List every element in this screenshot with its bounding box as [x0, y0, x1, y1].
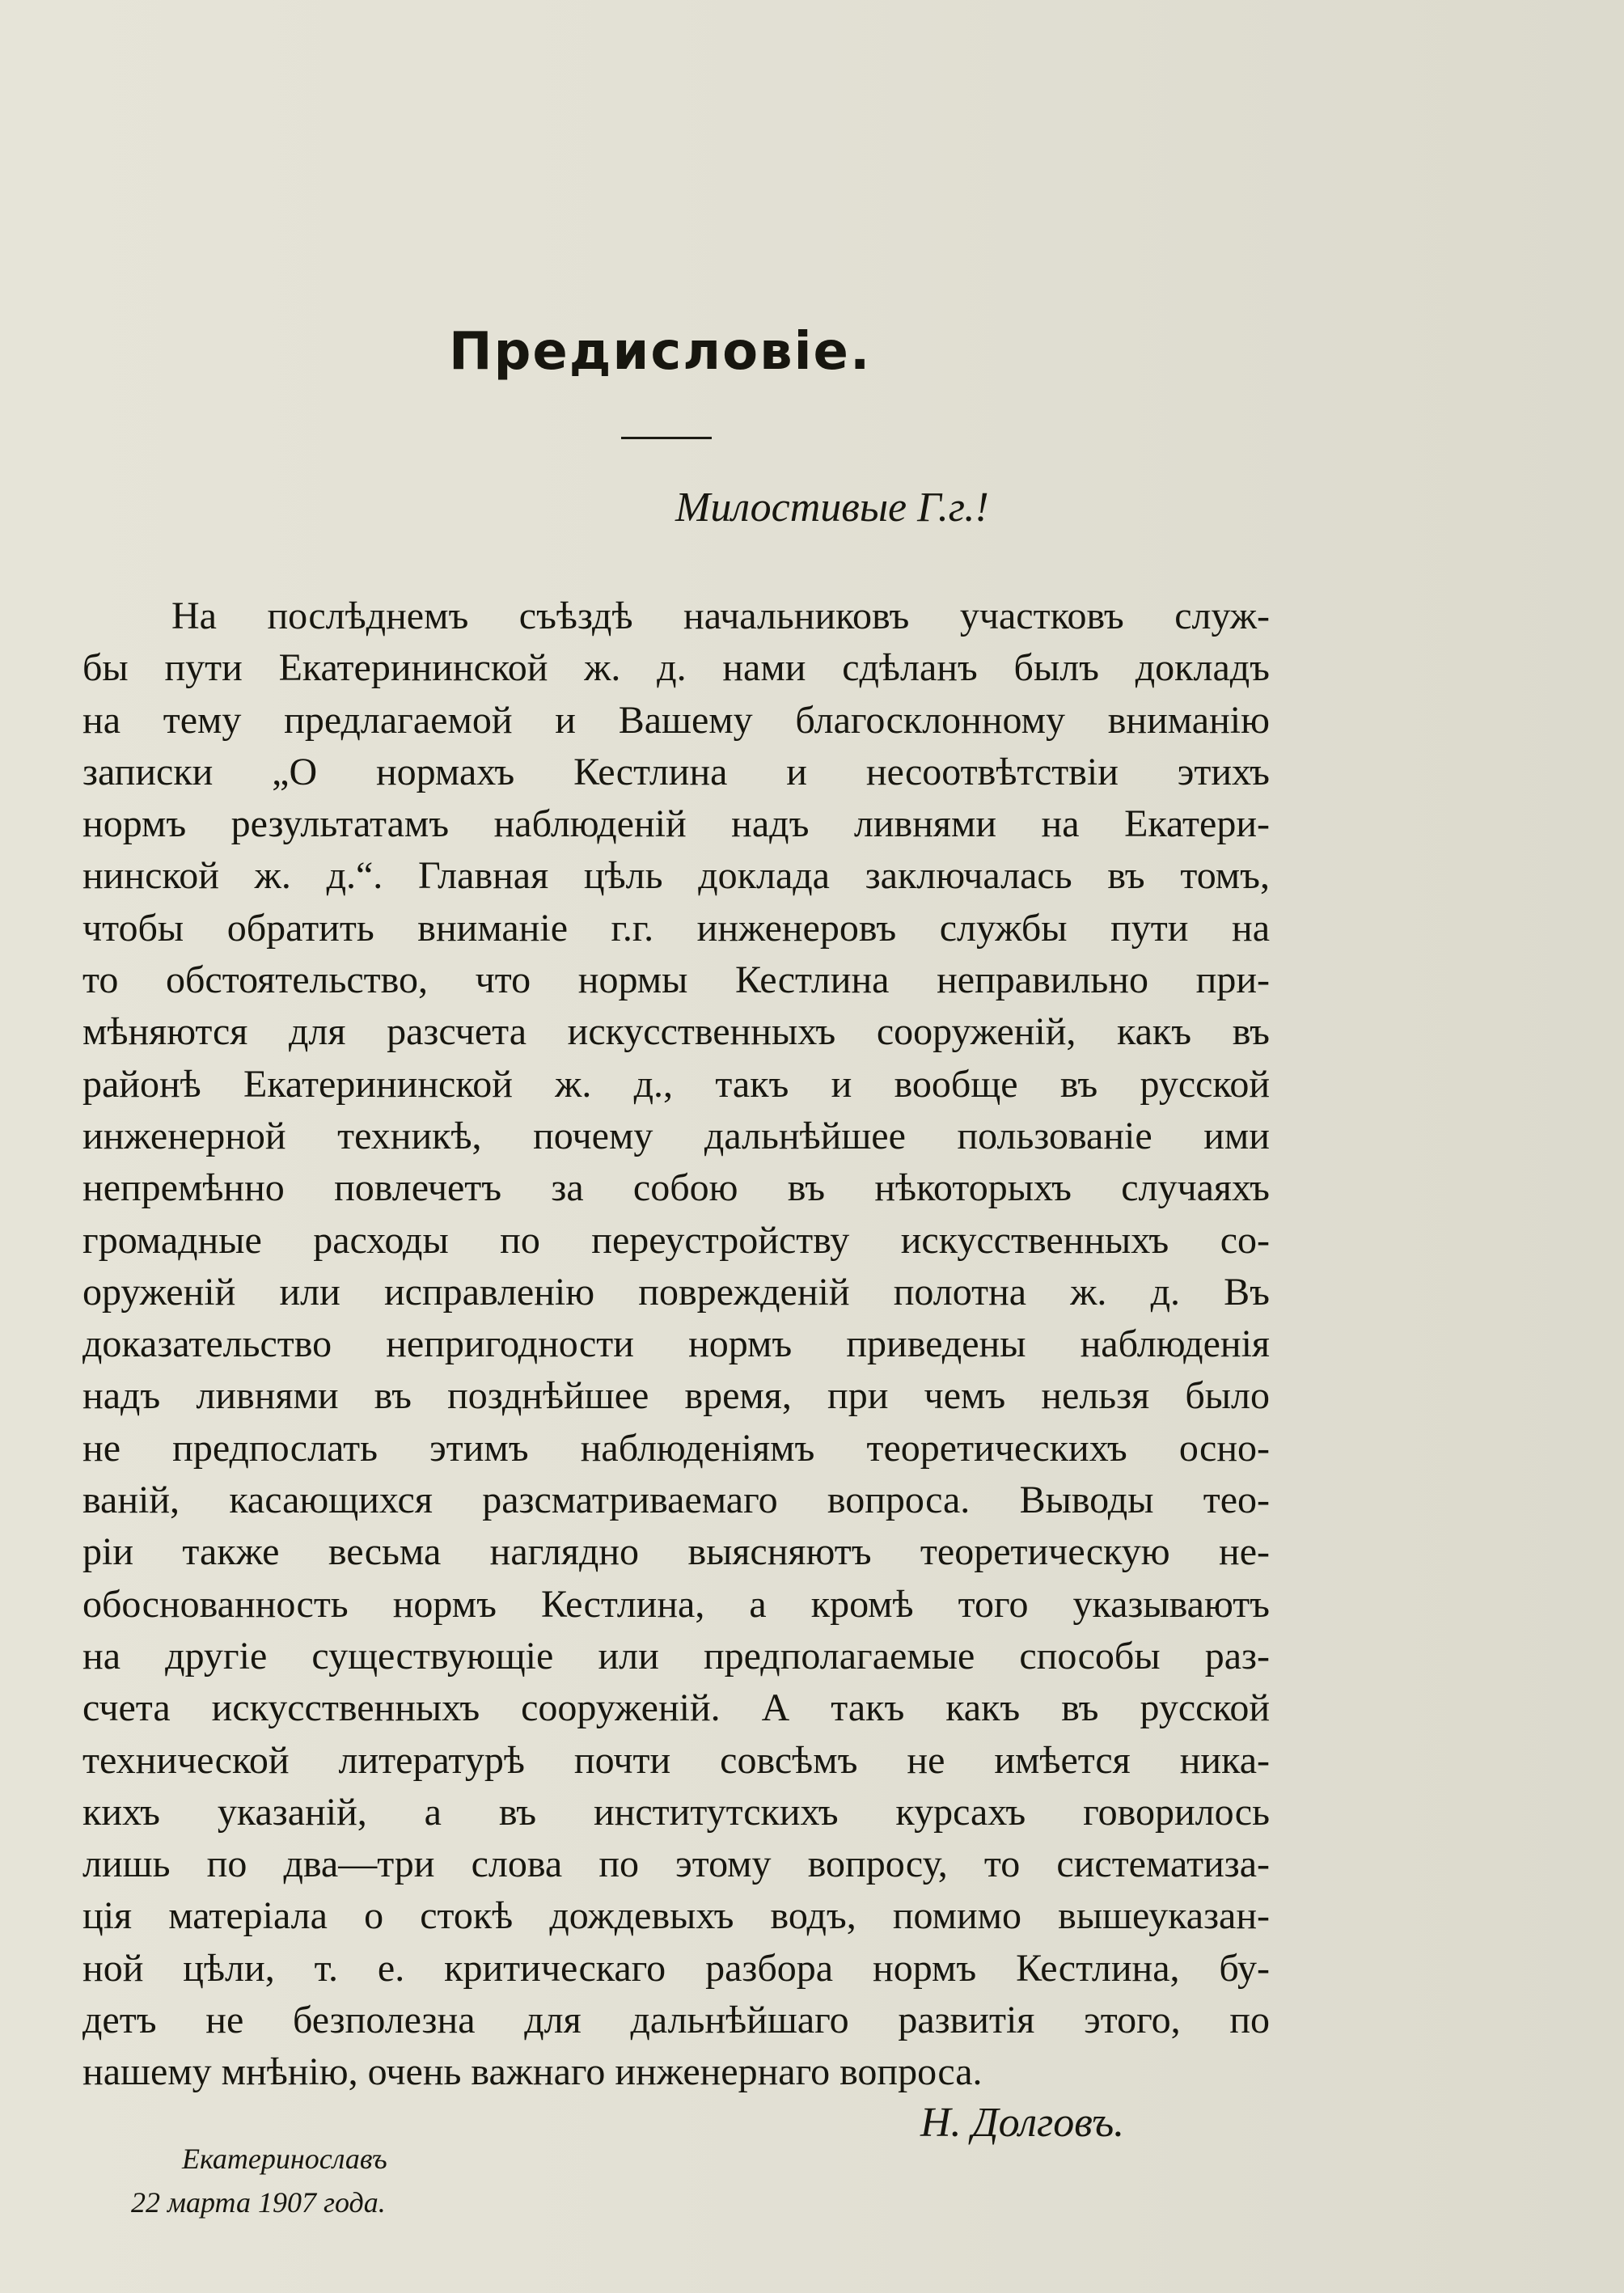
body-line: надъ ливнями въ позднѣйшее время, при чемъ нельзя было — [82, 1374, 1270, 1418]
body-line: на другіе существующіе или предполагаемые способы раз- — [82, 1634, 1270, 1677]
body-line: На послѣднемъ съѣздѣ начальниковъ участковъ служ- — [171, 594, 1270, 637]
body-line: не предпослать этимъ наблюденіямъ теоретическихъ осно- — [82, 1426, 1270, 1470]
body-line: обоснованность нормъ Кестлина, а кромѣ того указываютъ — [82, 1582, 1270, 1626]
body-line: лишь по два—три слова по этому вопросу, то систематиза- — [82, 1842, 1270, 1886]
body-line: громадные расходы по переустройству искусственныхъ со- — [82, 1218, 1270, 1262]
body-line: доказательство непригодности нормъ приведены наблюденія — [82, 1322, 1270, 1366]
body-line: ной цѣли, т. е. критическаго разбора нормъ Кестлина, бу- — [82, 1946, 1270, 1990]
body-line: на тему предлагаемой и Вашему благосклонному вниманію — [82, 698, 1270, 742]
title-divider — [621, 437, 712, 439]
body-line: районѣ Екатерининской ж. д., такъ и вообще въ русской — [82, 1062, 1270, 1106]
body-line: технической литературѣ почти совсѣмъ не имѣется ника- — [82, 1738, 1270, 1782]
page-title: Предисловіе. — [449, 322, 872, 382]
body-line: инженерной техникѣ, почему дальнѣйшее пользованіе ими — [82, 1114, 1270, 1157]
body-text — [82, 590, 1270, 2099]
date-of-writing: 22 марта 1907 года. — [131, 2186, 386, 2219]
body-line: мѣняются для разсчета искусственныхъ сооруженій, какъ въ — [82, 1010, 1270, 1054]
body-line: непремѣнно повлечетъ за собою въ нѣкоторыхъ случаяхъ — [82, 1166, 1270, 1210]
body-line: нашему мнѣнію, очень важнаго инженернаго вопроса. — [82, 2050, 983, 2094]
body-line: ріи также весьма наглядно выясняютъ теоретическую не- — [82, 1530, 1270, 1574]
body-line: записки „О нормахъ Кестлина и несоотвѣтствіи этихъ — [82, 750, 1270, 793]
body-line: ваній, касающихся разсматриваемаго вопроса. Выводы тео- — [82, 1479, 1270, 1522]
body-line: нормъ результатамъ наблюденій надъ ливнями на Екатери- — [82, 802, 1270, 846]
place-of-writing: Екатеринославъ — [182, 2143, 387, 2175]
body-line: счета искусственныхъ сооруженій. А такъ какъ въ русской — [82, 1686, 1270, 1730]
salutation: Милостивые Г.г.! — [675, 484, 989, 531]
body-line: нинской ж. д.“. Главная цѣль доклада заключалась въ томъ, — [82, 854, 1270, 898]
body-line: то обстоятельство, что нормы Кестлина неправильно при- — [82, 958, 1270, 1002]
body-line: кихъ указаній, а въ институтскихъ курсахъ говорилось — [82, 1790, 1270, 1834]
body-line: чтобы обратить вниманіе г.г. инженеровъ службы пути на — [82, 906, 1270, 950]
body-line: ція матеріала о стокѣ дождевыхъ водъ, помимо вышеуказан- — [82, 1894, 1270, 1938]
body-line: детъ не безполезна для дальнѣйшаго развитія этого, по — [82, 1999, 1270, 2042]
body-line: бы пути Екатерининской ж. д. нами сдѣланъ былъ докладъ — [82, 646, 1270, 690]
body-line: оруженій или исправленію поврежденій полотна ж. д. Въ — [82, 1270, 1270, 1314]
signature: Н. Долговъ. — [920, 2100, 1125, 2146]
